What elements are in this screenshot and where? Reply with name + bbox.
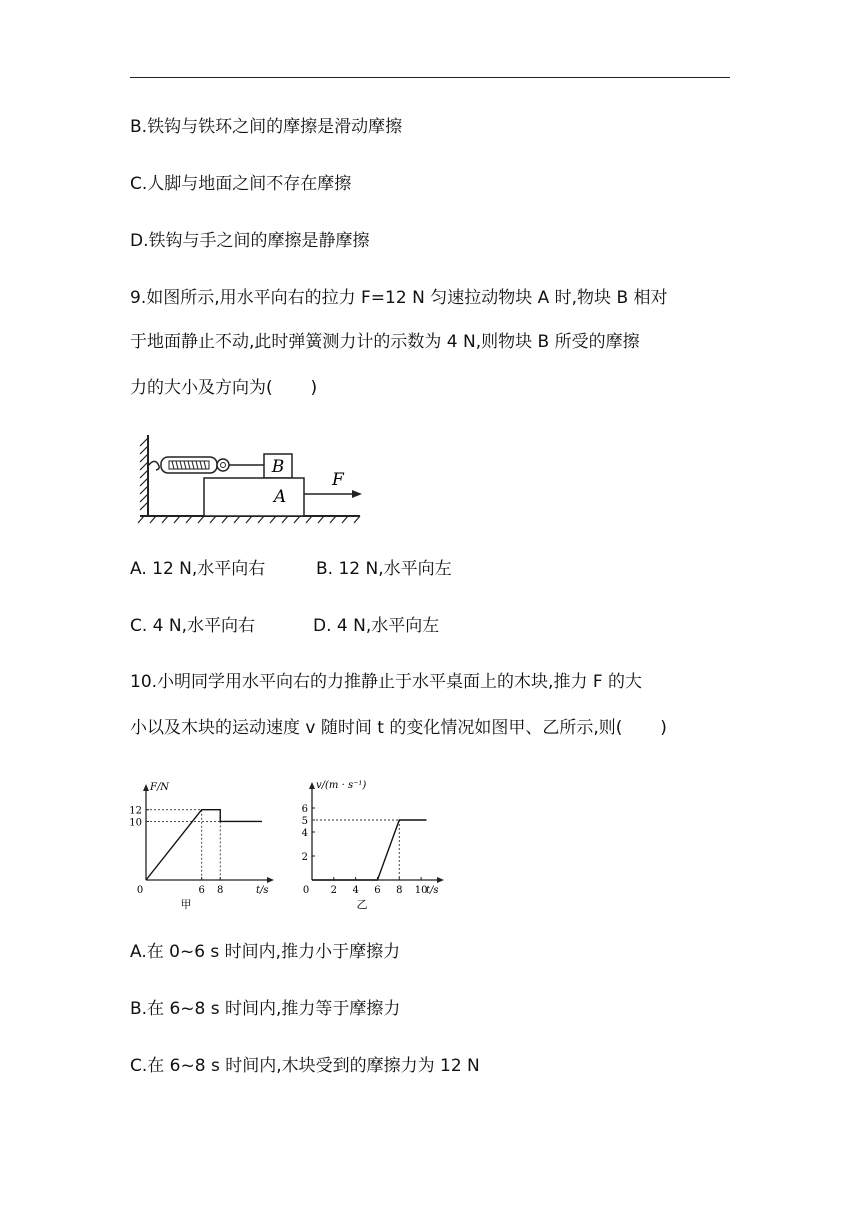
q10-figures — [124, 778, 454, 913]
q10-stem-line2: 小以及木块的运动速度 v 随时间 t 的变化情况如图甲、乙所示,则( ) — [130, 718, 667, 738]
option-c-prev: C.人脚与地面之间不存在摩擦 — [130, 174, 352, 194]
chart2-y-tick-label: 5 — [301, 816, 308, 827]
chart2-y-tick-label: 2 — [301, 852, 308, 863]
chart2-x-tick-label: 6 — [374, 885, 381, 896]
chart2-x-arrow — [437, 877, 444, 883]
chart2-caption: 乙 — [356, 898, 368, 911]
q9-option-d: D. 4 N,水平向左 — [313, 616, 440, 636]
option-b-prev: B.铁钩与铁环之间的摩擦是滑动摩擦 — [130, 117, 403, 137]
q9-option-a: A. 12 N,水平向右 — [130, 559, 266, 579]
label-b: B — [271, 457, 285, 477]
q10-stem-line1: 10.小明同学用水平向右的力推静止于水平桌面上的木块,推力 F 的大 — [130, 672, 643, 692]
option-d-prev: D.铁钩与手之间的摩擦是静摩擦 — [130, 231, 370, 251]
q9-diagram — [134, 430, 374, 525]
chart2-y-label: v/(m · s⁻¹) — [316, 780, 367, 791]
chart2-x-tick-label: 0 — [302, 885, 310, 896]
q9-option-c: C. 4 N,水平向右 — [130, 616, 256, 636]
chart2-y-tick-label: 4 — [301, 828, 308, 839]
chart1-x-tick-label: 6 — [198, 885, 205, 896]
ring — [217, 459, 229, 471]
label-a: A — [273, 487, 287, 507]
label-f: F — [332, 470, 344, 490]
chart2-x-tick-label: 4 — [352, 885, 359, 896]
chart1-y-tick-label: 12 — [129, 805, 142, 817]
q9-option-b: B. 12 N,水平向左 — [316, 559, 452, 579]
wall-hook — [148, 461, 159, 470]
chart1-x-tick-label: 0 — [136, 885, 144, 896]
chart1-x-tick-label: 8 — [217, 885, 224, 896]
q10-option-a: A.在 0~6 s 时间内,推力小于摩擦力 — [130, 942, 401, 962]
chart2-y-tick-label: 6 — [301, 804, 308, 815]
chart1-y-tick-label: 10 — [129, 817, 142, 829]
chart1-y-arrow — [143, 784, 149, 791]
chart2-x-tick-label: 10 — [414, 885, 428, 896]
chart2-series-line — [312, 820, 427, 880]
floor-hatch — [138, 516, 360, 523]
chart1-caption: 甲 — [180, 898, 192, 911]
chart2-y-arrow — [309, 782, 315, 789]
q9-figure — [134, 430, 374, 525]
chart1-x-label: t/s — [256, 885, 269, 896]
q10-option-b: B.在 6~8 s 时间内,推力等于摩擦力 — [130, 999, 401, 1019]
chart2-x-label: t/s — [426, 885, 439, 896]
chart1-x-arrow — [267, 877, 274, 883]
top-divider — [130, 77, 730, 78]
chart2-x-tick-label: 8 — [396, 885, 403, 896]
q10-option-c: C.在 6~8 s 时间内,木块受到的摩擦力为 12 N — [130, 1056, 480, 1076]
force-arrowhead — [352, 490, 362, 498]
chart2-x-tick-label: 2 — [330, 885, 338, 896]
q9-stem-line1: 9.如图所示,用水平向右的拉力 F=12 N 匀速拉动物块 A 时,物块 B 相对 — [130, 288, 668, 308]
chart1-y-label: F/N — [150, 782, 170, 793]
wall-hatch — [140, 438, 148, 510]
chart1-series-line — [146, 810, 262, 880]
block-a — [204, 478, 304, 516]
q9-stem-line2: 于地面静止不动,此时弹簧测力计的示数为 4 N,则物块 B 所受的摩擦 — [130, 332, 640, 352]
q9-stem-line3: 力的大小及方向为( ) — [130, 378, 318, 398]
q10-charts — [124, 778, 454, 913]
